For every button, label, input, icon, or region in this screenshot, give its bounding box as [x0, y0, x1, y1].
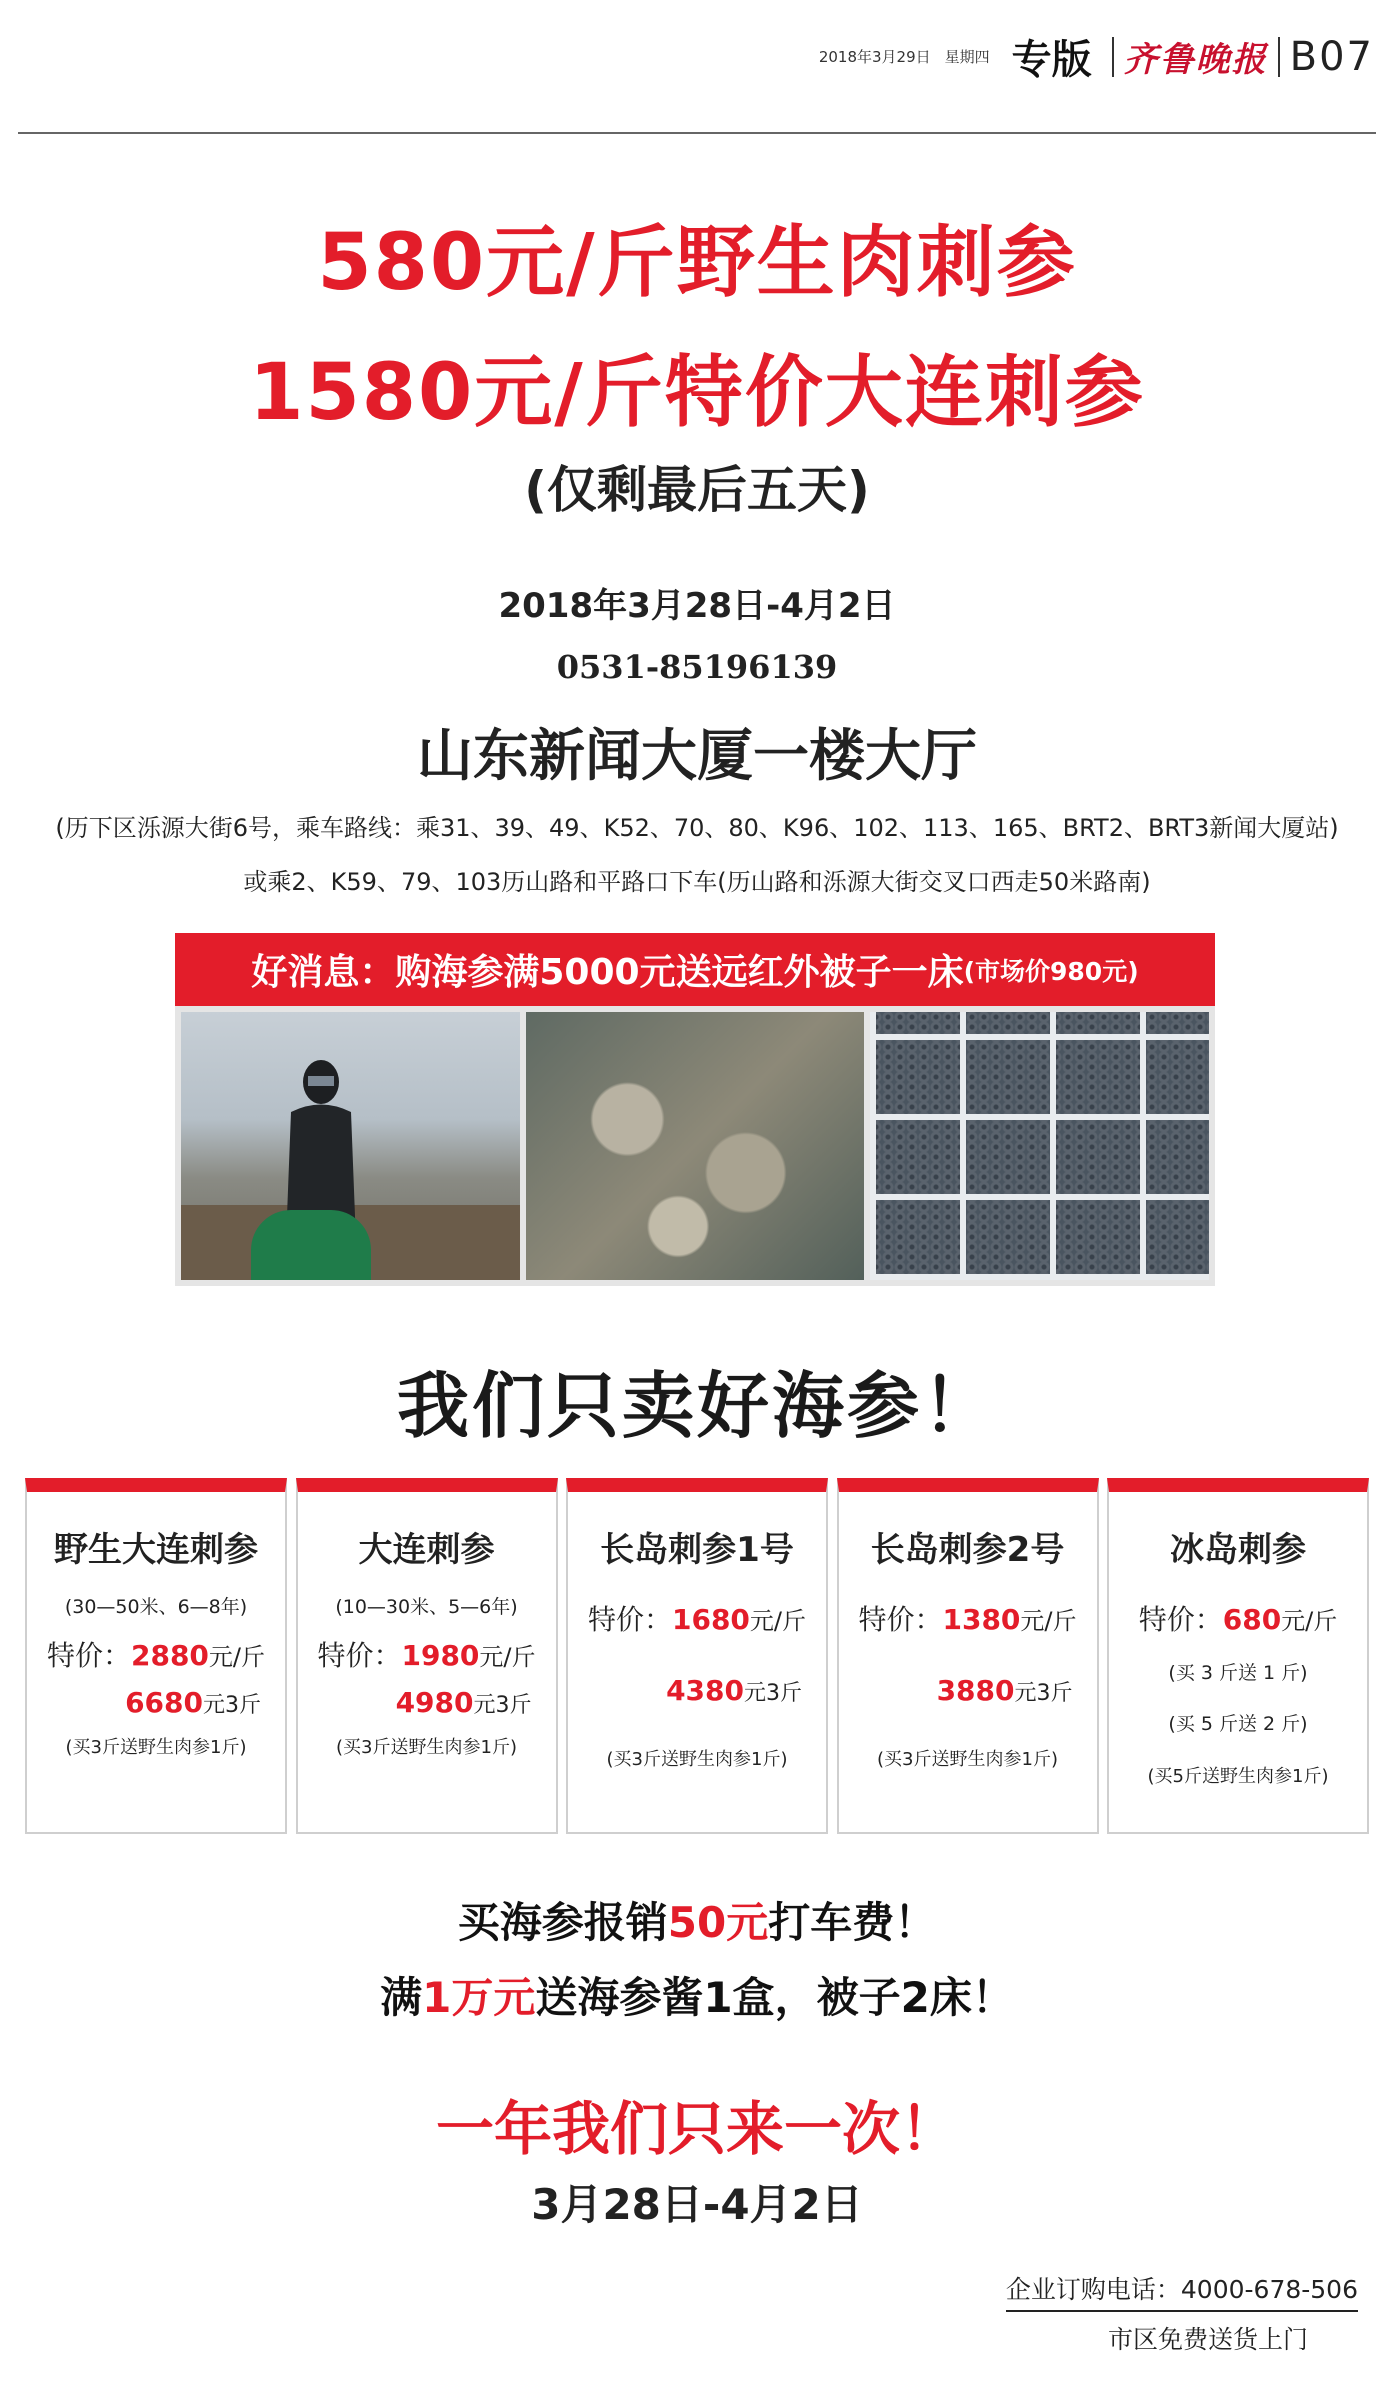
product-bulk-price: 4380元3斤 — [666, 1674, 802, 1707]
product-card — [566, 1478, 828, 1834]
product-name: 长岛刺参1号 — [600, 1530, 794, 1570]
product-name: 长岛刺参2号 — [870, 1530, 1065, 1570]
slogan: 我们只卖好海参！ — [396, 1364, 997, 1448]
issue-date: 2018年3月29日 — [818, 48, 931, 66]
green-net-shape — [251, 1210, 371, 1280]
page-number: B07 — [1289, 33, 1374, 80]
product-card — [837, 1478, 1099, 1834]
product-spec: (30—50米、6—8年) — [64, 1596, 248, 1618]
product-name: 野生大连刺参 — [54, 1530, 258, 1570]
product-note: (买3斤送野生肉参1斤) — [65, 1737, 247, 1758]
product-note: (买3斤送野生肉参1斤) — [606, 1749, 788, 1770]
good-news-banner — [175, 933, 1215, 1006]
promo-gift: 满1万元送海参酱1盒，被子2床！ — [380, 1973, 1014, 2022]
event-venue: 山东新闻大厦一楼大厅 — [417, 724, 977, 789]
masthead-header — [819, 28, 1374, 85]
sea-cucumber-closeup-photo — [526, 1012, 865, 1280]
product-price: 特价：2880元/斤 — [46, 1639, 266, 1672]
corporate-phone: 企业订购电话：4000-678-506 — [1006, 2270, 1358, 2312]
route-line-1: (历下区泺源大街6号，乘车路线：乘31、39、49、K52、70、80、K96、102、113、165、BRT2、BRT3新闻大厦站) — [55, 814, 1339, 842]
headline-line-2: 1580元/斤特价大连刺参 — [249, 348, 1145, 438]
sea-cucumber-trays-photo — [870, 1012, 1209, 1280]
diver-boat-photo — [181, 1012, 520, 1280]
product-card — [25, 1478, 287, 1834]
product-name: 冰岛刺参 — [1170, 1530, 1306, 1570]
product-price: 特价：1980元/斤 — [317, 1639, 536, 1672]
once-a-year: 一年我们只来一次！ — [435, 2095, 958, 2163]
promo-taxi: 买海参报销50元打车费！ — [457, 1898, 937, 1947]
product-bulk-price: 3880元3斤 — [936, 1674, 1073, 1707]
headline-line-1: 580元/斤野生肉刺参 — [317, 218, 1077, 308]
event-phone: 0531-85196139 — [556, 648, 838, 686]
header-rule — [18, 132, 1376, 134]
product-name: 大连刺参 — [358, 1530, 495, 1570]
product-note: (买3斤送野生肉参1斤) — [336, 1737, 517, 1758]
event-dates-short: 3月28日-4月2日 — [531, 2180, 863, 2229]
photo-strip — [175, 1006, 1215, 1286]
issue-weekday: 星期四 — [944, 48, 990, 66]
product-note: (买5斤送野生肉参1斤) — [1147, 1766, 1329, 1787]
product-price: 特价：680元/斤 — [1138, 1603, 1338, 1636]
section-name: 专版 — [1011, 37, 1092, 83]
event-dates: 2018年3月28日-4月2日 — [498, 586, 896, 626]
free-delivery: 市区免费送货上门 — [1107, 2325, 1308, 2354]
product-note: (买3斤送野生肉参1斤) — [877, 1749, 1058, 1770]
product-cards — [25, 1478, 1369, 1834]
banner-text: 好消息：购海参满5000元送远红外被子一床 — [251, 952, 964, 993]
product-bulk-price: 6680元3斤 — [125, 1686, 261, 1719]
headline-subtitle: (仅剩最后五天) — [524, 461, 870, 519]
masthead-logo: 齐鲁晚报 — [1123, 40, 1268, 80]
product-price: 特价：1680元/斤 — [587, 1603, 807, 1636]
product-gift-offer: (买 5 斤送 2 斤) — [1168, 1713, 1308, 1735]
product-spec: (10—30米、5—6年) — [335, 1596, 518, 1618]
header-divider — [1112, 37, 1114, 77]
route-line-2: 或乘2、K59、79、103历山路和平路口下车(历山路和泺源大街交叉口西走50米路南) — [243, 868, 1151, 896]
banner-market-price: (市场价980元) — [963, 956, 1139, 986]
header-divider — [1278, 37, 1280, 77]
product-bulk-price: 4980元3斤 — [395, 1686, 532, 1719]
product-gift-offer: (买 3 斤送 1 斤) — [1168, 1662, 1308, 1684]
product-card — [1107, 1478, 1369, 1834]
product-price: 特价：1380元/斤 — [858, 1603, 1077, 1636]
product-card — [296, 1478, 558, 1834]
